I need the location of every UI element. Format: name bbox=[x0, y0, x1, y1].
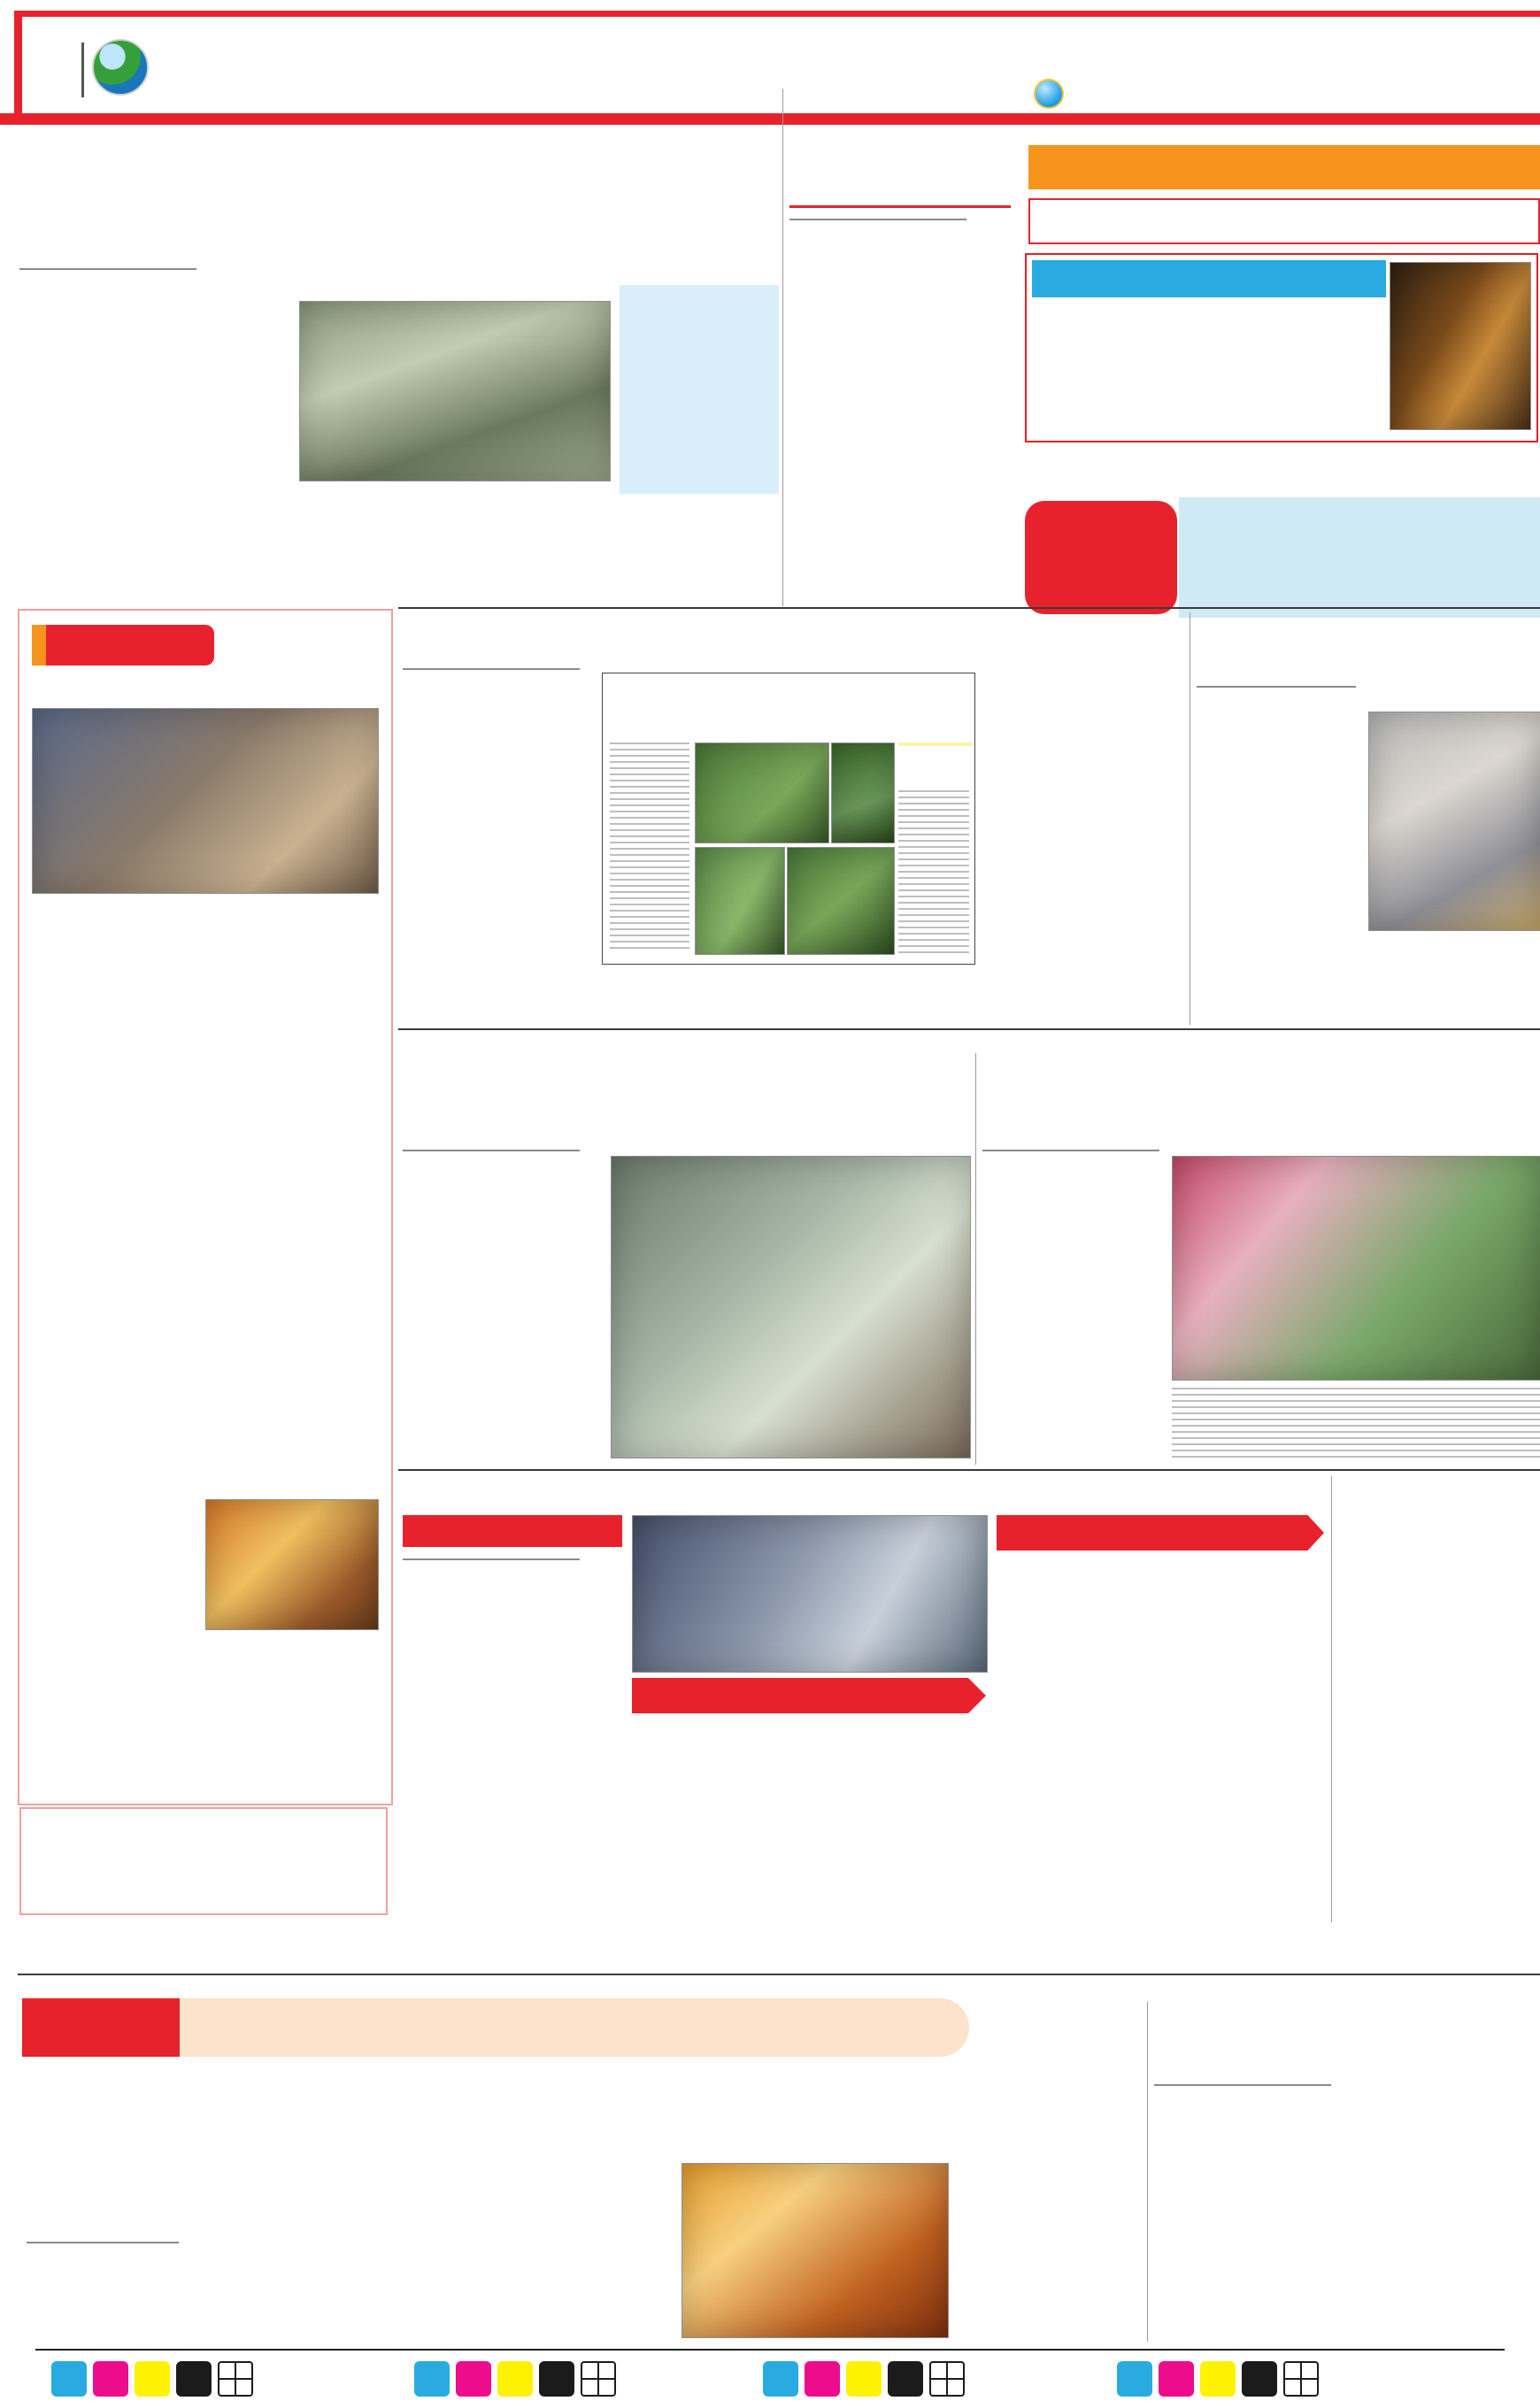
whisky-bottle-photo bbox=[1390, 262, 1531, 430]
dharma-body2 bbox=[956, 2163, 1140, 2342]
mnrega-clipping bbox=[602, 673, 975, 965]
flood-byline bbox=[19, 265, 196, 270]
momo-body bbox=[403, 1177, 599, 1460]
col-rule-5 bbox=[1147, 2002, 1148, 2342]
dharma-body1 bbox=[188, 2163, 673, 2342]
rule-dharma bbox=[18, 1974, 1540, 1975]
reg-cyan-swatch bbox=[51, 2361, 87, 2397]
registration-mark-group bbox=[1117, 2361, 1319, 2400]
gau-press-photo bbox=[205, 1499, 379, 1630]
clip-microtext-left bbox=[610, 743, 689, 953]
dowry-body1 bbox=[1154, 2112, 1338, 2342]
sapa-byline bbox=[982, 1147, 1159, 1151]
reg-yellow-swatch bbox=[135, 2361, 170, 2397]
mnrega-clip-sub bbox=[898, 743, 973, 746]
flood-photo bbox=[299, 301, 611, 481]
mnrega-field-photo-3 bbox=[695, 847, 785, 955]
pradhan-tab bbox=[403, 1515, 622, 1547]
dharma-tag bbox=[22, 1998, 180, 2057]
neet-family-photo bbox=[1368, 712, 1540, 931]
registration-mark-group bbox=[51, 2361, 253, 2400]
header-divider bbox=[81, 42, 84, 97]
pradhan-rules-text2 bbox=[997, 1680, 1324, 1800]
reg-black-swatch bbox=[539, 2361, 574, 2397]
neet-caption bbox=[1368, 935, 1540, 1023]
mnrega-field-photo-4 bbox=[787, 847, 895, 955]
gau-body bbox=[32, 1635, 377, 1797]
mnrega-byline bbox=[403, 666, 580, 670]
reg-magenta-swatch bbox=[456, 2361, 491, 2397]
registration-mark-group bbox=[763, 2361, 965, 2400]
dowry-byline bbox=[1154, 2082, 1331, 2086]
reg-yellow-swatch bbox=[846, 2361, 882, 2397]
mnrega-bottom-strip bbox=[400, 1034, 1533, 1050]
registration-cross-icon bbox=[1283, 2361, 1319, 2397]
reg-magenta-swatch bbox=[1159, 2361, 1194, 2397]
clip-microtext-right bbox=[898, 790, 969, 953]
mahant-photo bbox=[681, 2163, 949, 2338]
reg-black-swatch bbox=[176, 2361, 212, 2397]
dharma-byline bbox=[27, 2239, 179, 2243]
reg-magenta-swatch bbox=[805, 2361, 840, 2397]
pradhan-arrow-box bbox=[632, 1678, 986, 1713]
dashboard-body bbox=[1338, 1568, 1540, 1922]
sapa-body bbox=[982, 1177, 1161, 1460]
header-frame bbox=[14, 11, 1540, 121]
momo-byline bbox=[403, 1147, 580, 1151]
road-safety-body bbox=[1179, 497, 1540, 618]
header-rule bbox=[0, 113, 1540, 125]
ek-nazar-body bbox=[32, 899, 377, 1161]
flood-body-more bbox=[19, 496, 779, 600]
sapa-names-microtext bbox=[1172, 1388, 1540, 1462]
rule-footer bbox=[35, 2349, 1505, 2351]
rule-row3 bbox=[398, 1028, 1540, 1030]
pradhan-rules-box bbox=[997, 1515, 1324, 1551]
press-box bbox=[19, 1807, 388, 1915]
neet-byline bbox=[1197, 683, 1356, 688]
registration-cross-icon bbox=[218, 2361, 253, 2397]
website-globe-icon bbox=[1034, 79, 1064, 109]
flood-lead bbox=[19, 296, 285, 485]
suicide-body-left bbox=[789, 246, 1018, 442]
paper-logo-icon bbox=[92, 39, 149, 96]
urs-body bbox=[32, 1227, 377, 1492]
suicide-blue-box bbox=[1032, 260, 1386, 297]
registration-mark-group bbox=[414, 2361, 616, 2400]
road-safety-title-box bbox=[1025, 501, 1177, 614]
registration-cross-icon bbox=[581, 2361, 616, 2397]
flood-info-box bbox=[620, 285, 779, 494]
pradhan-byline bbox=[403, 1556, 580, 1560]
col-rule-1 bbox=[782, 88, 783, 606]
mnrega-right-col bbox=[987, 696, 1183, 1021]
suicide-orange-box bbox=[1028, 145, 1540, 189]
rule-row4 bbox=[398, 1469, 1540, 1471]
flood-info-box-text bbox=[627, 297, 772, 404]
reg-cyan-swatch bbox=[414, 2361, 450, 2397]
pradhan-body bbox=[403, 1584, 622, 1800]
suicide-body-main bbox=[1034, 303, 1381, 428]
ek-nazar-label bbox=[46, 625, 214, 666]
col-rule-3 bbox=[975, 1053, 976, 1465]
bhandara-photo bbox=[32, 708, 379, 894]
registration-marks-row bbox=[0, 2361, 1540, 2400]
reg-black-swatch bbox=[888, 2361, 923, 2397]
pradhan-dm-meeting-photo bbox=[632, 1515, 988, 1673]
suicide-strip bbox=[1025, 450, 1538, 494]
sapa-speech-photo bbox=[1172, 1156, 1540, 1381]
suicide-deck-rule bbox=[789, 205, 1011, 208]
reg-black-swatch bbox=[1242, 2361, 1277, 2397]
reg-yellow-swatch bbox=[497, 2361, 533, 2397]
rule-row2 bbox=[398, 607, 1540, 609]
col-rule-4 bbox=[1331, 1476, 1332, 1922]
pradhan-rules-text bbox=[997, 1558, 1324, 1673]
neet-body bbox=[1197, 712, 1358, 1021]
mnrega-below-clip bbox=[602, 970, 975, 1023]
reg-magenta-swatch bbox=[93, 2361, 128, 2397]
reg-yellow-swatch bbox=[1200, 2361, 1236, 2397]
dowry-body2 bbox=[1351, 2112, 1540, 2342]
pradhan-arrow-text bbox=[632, 1720, 986, 1802]
momo-memorandum-photo bbox=[611, 1156, 971, 1458]
registration-cross-icon bbox=[929, 2361, 965, 2397]
mnrega-field-photo-2 bbox=[831, 743, 895, 843]
suicide-byline bbox=[789, 216, 966, 220]
ek-nazar-tab bbox=[32, 625, 235, 666]
suicide-main-box bbox=[1025, 253, 1538, 442]
reg-cyan-swatch bbox=[1117, 2361, 1152, 2397]
mnrega-body bbox=[403, 696, 590, 1021]
website-link[interactable] bbox=[1034, 78, 1071, 109]
mnrega-field-photo-1 bbox=[695, 743, 829, 843]
reg-cyan-swatch bbox=[763, 2361, 798, 2397]
suicide-outline-box bbox=[1028, 198, 1540, 244]
pradhan-cont bbox=[403, 1807, 1182, 1922]
